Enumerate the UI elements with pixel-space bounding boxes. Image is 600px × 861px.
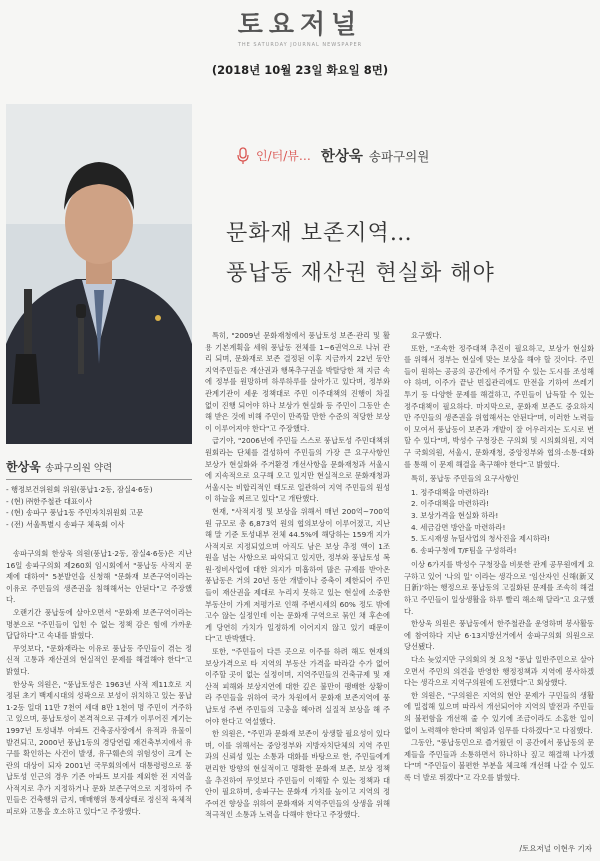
article-paragraph: 다소 늦었지만 구의회의 첫 요청 "풍납 일반주민으로 살아오면서 주민의 의견을 반영한 행정정책과 지역에 봉사하겠다는 생각으로 지역구의원에 도전했다"고 회상했다. <box>404 655 594 688</box>
article-paragraph: 그동안, "풍납동민으로 즐거웠던 이 공간에서 풍납동의 문제들을 주민들과 소통하면서 하나하나 짚고 해결해 나가겠다"며 "주민들이 불편한 부분을 체크해 개선해 나갈 수 있도록 더 발로 뛰겠다"고 각오를 밝혔다. <box>404 738 594 782</box>
demand-item: 5. 도시재생 뉴딜사업의 청사진을 제시하라! <box>411 534 550 544</box>
interview-label: 인/터/뷰… <box>256 149 311 163</box>
interviewee-name: 한상욱 <box>320 149 363 165</box>
newspaper-logo-sub: THE SATURDAY JOURNAL NEWSPAPER <box>237 42 363 48</box>
article-paragraph: 무엇보다, "문화재라는 이유로 풍납동 주민들이 겪는 정신적 고통과 재산권의 현실적인 문제를 해결해야 한다"고 밝혔다. <box>6 643 192 676</box>
article-paragraph: 현재, "사적지정 및 보상을 위해서 매년 200억~700억원 규모로 총 6,873억 원의 협의보상이 이루어졌고, 지난 해 말 기준 토성내부 전체 44.5%에 해당하는 159개 지가 사적지로 지정되었으며 아직도 남은 보상 추정 액이 1조 원을 넘는 사항으로 파악되고 있지만, 정부와 풍납토성 복원·정비사업에 대한 의지가 미흡하여 많은 규제를 받아온 풍납동은 거의 20년 동안 개발이나 증축이 제한되어 주민들이 재산권을 제대로 누리지 못하고 있는 현실에 소중한 부동산이 가계 저평가로 인해 주변시세의 60% 정도 밖에 고수 않는 실정인데 이는 문화재 구역으로 묶인 채 후손에게 당연히 가치가 일정하게 이어지지 않고 있기 때문이다"고 반박했다. <box>205 506 390 644</box>
profile-item: - (전) 서울특별시 송파구 체육회 이사 <box>6 519 125 529</box>
headline-line-2: 풍납동 재산권 현실화 해야 <box>226 261 495 286</box>
article-column-1 <box>6 548 192 819</box>
profile-name: 한상욱 <box>6 460 41 474</box>
article-column-2 <box>205 330 390 822</box>
demand-item: 2. 이주대책을 마련하라! <box>411 499 489 509</box>
interviewee-role: 송파구의원 <box>368 148 430 164</box>
newspaper-logo: 토요저널 <box>237 10 363 40</box>
demand-item: 4. 세금감면 방안을 마련하라! <box>411 522 506 532</box>
profile-list <box>6 484 192 530</box>
headline <box>226 214 495 294</box>
portrait-photo <box>6 104 192 444</box>
demands-list <box>404 487 594 557</box>
article-paragraph: 오랜기간 풍납동에 살아오면서 "문화재 보존구역이라는 명분으로 "주민들이 입힌 수 없는 정책 감은 힘에 가까운 답답하다"고 속내를 밝혔다. <box>6 607 192 641</box>
headline-line-1: 문화재 보존지역… <box>226 221 413 246</box>
article-paragraph: 이상 6가지를 박성수 구청장을 비롯한 관계 공무원에게 요구하고 있어 '나의 일' 이라는 생각으로 '임산자인 신해(新又日新)'하는 행정으로 풍납동의 고질화된 문제를 조속히 해결하고 주민들이 일상생활을 하루 빨리 해소해 달라"고 요구했다. <box>404 560 594 616</box>
publication-date: (2018년 10월 23일 화요일 8면) <box>211 63 389 77</box>
article-column-3 <box>404 330 594 785</box>
article-paragraph: 한상욱 의원은, "풍납토성은 1963년 사적 제11호로 지정된 초기 백제시대의 성곽으로 보성이 위치하고 있는 풍납1·2동 일대 11만 7천여 세대 8만 1천여 명 주민이 거주하고 있으며, 풍납토성이 본격적으로 규제가 이루어진 계기는 1997년 토성내부 아파트 건축공사장에서 유적과 유물이 발견되고, 2000년 풍납1동의 경당연립 재건축부지에서 유구를 확인하는 사건이 발생, 유구훼손의 위험성이 크게 논란의 대상이 되자 2001년 국무회의에서 대통령령으로 풍납토성 인근의 경우 기존 아파트 보지를 제외한 전 지역을 사적지로 추가 지정하거나 문화 보존구역으로 지정하여 주민들은 건축행위 금지, 매매행위 통제상태로 정신적 육체적 피로와 고통을 호소하고 있다"고 주장했다. <box>6 679 192 817</box>
demand-item: 3. 보상가격을 현실화 하라! <box>411 510 499 520</box>
article-paragraph: 특히, "2009년 문화재청에서 풍납토성 보존·관리 및 활용 기본계획을 세워 풍납동 전체를 1~6권역으로 나뉘 관리 되며, 문화재로 보존 결정된 이후 지금까지 22년 동안 지역주민들은 재산권과 행복추구권을 박탈당한 채 지금 속에 정부를 원망하며 하루하루를 살아가고 있다며, 정부와 관계기관이 세운 정책대로 주민 이주대책의 진행이 차질 없이 진행 되어야 하나 보상가 현실화 등 주민이 그동안 손해 받은 것에 비해 주민이 만족할 만한 수준의 적당한 보상이 이루어져야 한다"고 주장했다. <box>205 331 390 433</box>
demand-item: 6. 송파구청에 T/F팀을 구성하라! <box>411 545 517 555</box>
article-paragraph: 송파구의회 한상욱 의원(풍납1·2동, 잠실4·6동)은 지난 16일 송파구의회 제260회 임시회에서 "풍납동 사적지 문제에 대하여" 5분발언을 신청해 "문화재 보존구역이라는 이유로 주민들의 생존권을 침해해서는 안된다"고 주장했다. <box>6 549 192 605</box>
article-paragraph: 요구했다. <box>411 331 442 340</box>
article-paragraph: 한상욱 의원은 풍납동에서 한주철관을 운영하며 봉사활동에 참여하다 지난 6·13지방선거에서 송파구의회 의원으로 당선됐다. <box>404 619 594 652</box>
profile-item: - 행정보건위원회 위원(풍납1·2동, 잠실4·6동) <box>6 485 153 494</box>
microphone-icon <box>236 147 250 165</box>
article-paragraph: 급기야, "2006년에 주민들 스스로 풍납토성 주민대책위원회라는 단체를 결성하여 주민들의 가장 큰 요구사항인 보상가 현실화와 주거환경 개선사항을 문화재청과 서울시에 지속적으로 요구해 오고 있지만 현실적으로 문화재청과 서울시는 비합리적인 태도로 일관하여 지역 주민들의 원성이 하늘을 찌르고 있다"고 개탄했다. <box>205 436 390 504</box>
masthead <box>0 4 600 48</box>
article-paragraph: 또한, "조속한 정주대책 추진이 필요하고, 보상가 현실화를 위해서 정부는 현실에 맞는 보상을 해야 할 것이다. 주민들이 원하는 공공의 공간에서 주거할 수 있는 도시를 조성해야 하며, 이주가 끝난 빈집관리에도 만전을 기하여 쓰레기 투기 등 다양한 문제를 해결하고, 주민들이 납득할 수 있는 정주대책이 필요하다. 마지막으로, 문화재 보존도 중요하지만 주민들의 생존권을 위협해서는 안된다"며, 이러한 노력들이 모여서 풍납동이 보존과 개발이 잘 어우러지는 도시로 변할 수 있다"며, 박성수 구청장은 구의회 및 시의회의원, 지역구 국회의원, 서울시, 문화재청, 중앙정부와 협의·소통·대화를 통해 이 문제 해결을 촉구해야 한다"고 밝혔다. <box>404 343 594 469</box>
demand-item: 1. 정주대책을 마련하라! <box>411 487 489 497</box>
reporter-byline: /토요저널 이현우 기자 <box>519 844 592 853</box>
article-paragraph: 한 의원은, "구의원은 지역의 현안 문제가 구민들의 생활에 밀접해 있으며 따라서 개선되어야 지역의 발전과 주민들의 불편함을 개선해 줄 수 있기에 조금이라도 소홈한 일이 없이 노력해야 한다며 책임과 임무를 다하겠다"고 다짐했다. <box>404 690 594 735</box>
profile-title <box>6 458 192 480</box>
profile-item: - (현) 송파구 풍납1동 주민자치위원회 고문 <box>6 508 144 517</box>
article-paragraph: 또한, "주민들이 다른 곳으로 이주를 하려 해도 현재의 보상가격으로 타 지역의 부동산 가격을 따라갈 수가 없어 이주할 곳이 없는 실정이며, 지역주민들의 건축규제 및 재산적 피해와 보상지연에 대한 깊은 불만이 팽배한 상황이라 주민들을 위하여 국가 차원에서 문화재 보존지역에 풍납토성 주변 주민들의 고충을 헤아려 실질적 보상을 해 주어야 한다고 역설했다. <box>205 647 390 726</box>
profile-box <box>6 458 192 530</box>
profile-subtitle: 송파구의원 약력 <box>44 463 113 474</box>
article-paragraph: 한 의원은, "주민과 문화재 보존이 상생할 필요성이 있다며, 이를 위해서는 중앙정부와 지방자치단체의 지역 주민과의 신뢰성 있는 소통과 대화를 바탕으로 한, 주민들에게 편리한 방향의 현실적이고 명확한 문화재 보존, 보상 정책을 추진하여 무엇보다 주민들이 이해할 수 있는 정책과 대안이 필요하며, 송파구는 문화재 가치를 높이고 지역의 정주여건 향상을 위하여 문화재와 지역주민들의 상생을 위해 적극적인 소통과 노력을 다해야 한다고 주장했다. <box>205 729 390 820</box>
profile-item: - (현) ㈜한주철관 대표이사 <box>6 496 93 506</box>
demands-title: 특히, 풍납동 주민들의 요구사항인 <box>411 474 519 484</box>
interview-tag <box>236 145 429 166</box>
